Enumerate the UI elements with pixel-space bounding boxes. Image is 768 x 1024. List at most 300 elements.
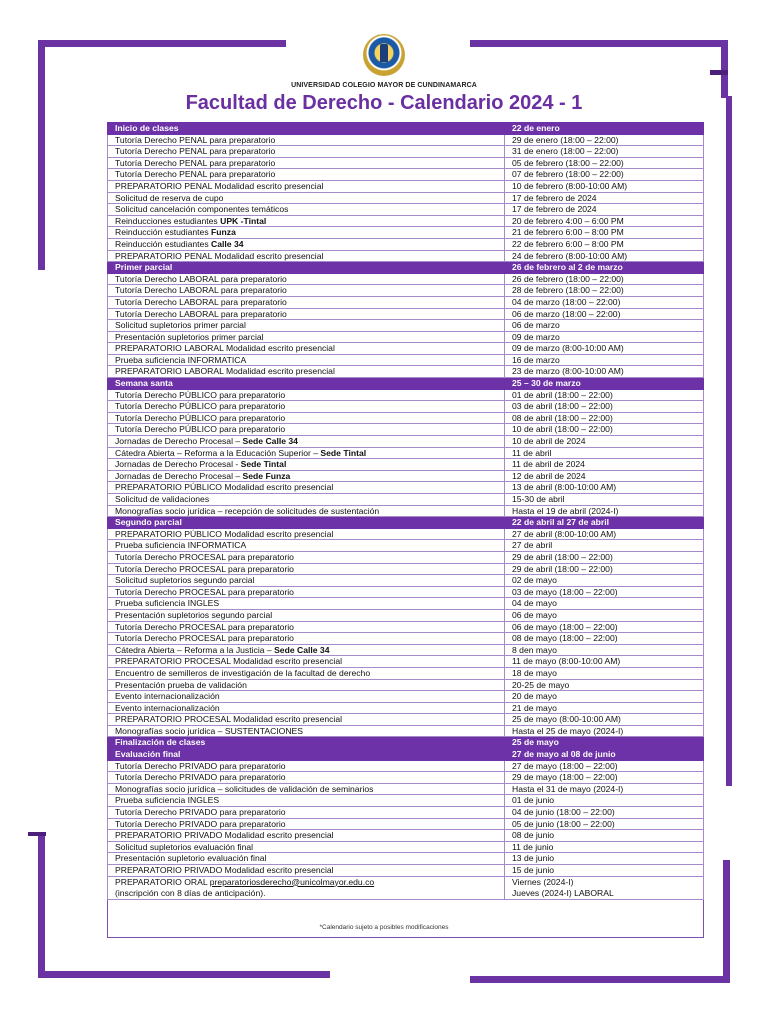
table-row — [108, 679, 704, 691]
date-text: 04 de marzo (18:00 – 22:00) — [512, 296, 621, 307]
activity-cell — [108, 795, 505, 807]
activity-cell — [108, 783, 505, 795]
activity-text: Tutoría Derecho PRIVADO para preparatorio — [115, 807, 286, 818]
date-cell — [505, 679, 704, 691]
activity-text: Segundo parcial — [115, 517, 182, 528]
activity-cell — [108, 470, 505, 482]
activity-text: Tutoría Derecho LABORAL para preparatorio — [115, 273, 287, 284]
activity-cell — [108, 633, 505, 645]
table-row — [108, 238, 704, 250]
activity-cell — [108, 656, 505, 668]
date-cell — [505, 482, 704, 494]
date-cell — [505, 204, 704, 216]
table-row — [108, 459, 704, 471]
activity-text: Tutoría Derecho PÚBLICO para preparatorio — [115, 401, 286, 412]
activity-cell — [108, 749, 505, 761]
table-row — [108, 633, 704, 645]
table-row — [108, 714, 704, 726]
date-cell — [505, 830, 704, 842]
activity-text: Evaluación final — [115, 749, 181, 760]
activity-text: Monografías socio jurídica – recepción de solicitudes de sustentación — [115, 505, 380, 516]
activity-venue: Sede Funza — [242, 470, 291, 481]
date-cell — [505, 540, 704, 552]
table-row — [108, 575, 704, 587]
date-text: 04 de mayo — [512, 598, 557, 609]
table-row — [108, 320, 704, 332]
date-cell — [505, 343, 704, 355]
table-row — [108, 528, 704, 540]
date-text: 22 de febrero 6:00 – 8:00 PM — [512, 238, 624, 249]
date-text: 29 de enero (18:00 – 22:00) — [512, 134, 619, 145]
activity-text: Monografías socio jurídica – SUSTENTACIONES — [115, 725, 304, 736]
table-row — [108, 470, 704, 482]
section-row — [108, 378, 704, 390]
activity-text: PREPARATORIO PROCESAL Modalidad escrito presencial — [115, 656, 343, 667]
date-cell — [505, 772, 704, 784]
activity-text: Tutoría Derecho LABORAL para preparatorio — [115, 308, 287, 319]
date-text: 03 de abril (18:00 – 22:00) — [512, 401, 613, 412]
date-text: 20-25 de mayo — [512, 679, 570, 690]
activity-cell — [108, 644, 505, 656]
activity-text: Prueba suficiencia INGLES — [115, 795, 220, 806]
activity-venue: Calle 34 — [211, 238, 244, 249]
date-text: 07 de febrero (18:00 – 22:00) — [512, 169, 624, 180]
activity-cell — [108, 296, 505, 308]
date-text: 27 de mayo (18:00 – 22:00) — [512, 760, 618, 771]
date-cell — [505, 737, 704, 749]
date-text: Hasta el 31 de mayo (2024-I) — [512, 783, 624, 794]
date-text: 27 de abril (8:00-10:00 AM) — [512, 528, 617, 539]
activity-cell — [108, 598, 505, 610]
activity-cell — [108, 123, 505, 135]
date-cell — [505, 725, 704, 737]
activity-venue: Sede Calle 34 — [242, 436, 298, 447]
activity-text: Jornadas de Derecho Procesal – — [115, 470, 243, 481]
date-text: 17 de febrero de 2024 — [512, 192, 597, 203]
date-text: 27 de mayo al 08 de junio — [512, 749, 616, 760]
activity-text: PREPARATORIO PENAL Modalidad escrito presencial — [115, 180, 324, 191]
activity-text: Tutoría Derecho PENAL para preparatorio — [115, 169, 276, 180]
date-text: 18 de mayo — [512, 667, 557, 678]
activity-cell — [108, 424, 505, 436]
date-cell — [505, 424, 704, 436]
seal-figure-icon — [380, 44, 388, 62]
activity-cell — [108, 737, 505, 749]
activity-cell — [108, 876, 505, 899]
table-row — [108, 702, 704, 714]
table-row — [108, 308, 704, 320]
activity-text: Tutoría Derecho PÚBLICO para preparatorio — [115, 389, 286, 400]
activity-text: Presentación supletorios segundo parcial — [115, 609, 273, 620]
table-row — [108, 296, 704, 308]
activity-text: Tutoría Derecho PROCESAL para preparatorio — [115, 563, 294, 574]
date-text: 21 de febrero 6:00 – 8:00 PM — [512, 227, 624, 238]
activity-cell — [108, 865, 505, 877]
activity-text: Tutoría Derecho PENAL para preparatorio — [115, 134, 276, 145]
activity-cell — [108, 528, 505, 540]
date-text: 09 de marzo (8:00-10:00 AM) — [512, 343, 624, 354]
table-row — [108, 598, 704, 610]
table-row — [108, 644, 704, 656]
activity-cell — [108, 714, 505, 726]
date-cell — [505, 401, 704, 413]
date-cell — [505, 238, 704, 250]
activity-text: Tutoría Derecho LABORAL para preparatorio — [115, 285, 287, 296]
date-text: 20 de febrero 4:00 – 6:00 PM — [512, 215, 624, 226]
table-row — [108, 169, 704, 181]
activity-text: Tutoría Derecho PROCESAL para preparatorio — [115, 551, 294, 562]
frame-left-bracket — [28, 832, 46, 836]
frame-bottom-left-horizontal — [38, 971, 330, 978]
activity-cell — [108, 517, 505, 529]
activity-cell — [108, 807, 505, 819]
activity-cell — [108, 192, 505, 204]
activity-text: Presentación prueba de validación — [115, 679, 247, 690]
table-row — [108, 551, 704, 563]
date-cell — [505, 180, 704, 192]
date-text: 23 de marzo (8:00-10:00 AM) — [512, 366, 624, 377]
date-text: 29 de mayo (18:00 – 22:00) — [512, 772, 618, 783]
activity-text: Tutoría Derecho PROCESAL para preparatorio — [115, 586, 294, 597]
frame-bottom-right-horizontal — [470, 976, 730, 983]
date-text: 17 de febrero de 2024 — [512, 204, 597, 215]
table-row — [108, 772, 704, 784]
activity-text: Jornadas de Derecho Procesal - — [115, 459, 241, 470]
table-row — [108, 841, 704, 853]
table-row — [108, 366, 704, 378]
activity-text: Inicio de clases — [115, 123, 179, 133]
activity-text: Jornadas de Derecho Procesal – — [115, 436, 243, 447]
table-row — [108, 691, 704, 703]
activity-text: Tutoría Derecho PRIVADO para preparatorio — [115, 760, 286, 771]
activity-cell — [108, 354, 505, 366]
activity-venue: Funza — [211, 227, 236, 238]
email-link[interactable]: preparatoriosderecho@unicolmayor.edu.co — [209, 876, 375, 887]
date-cell — [505, 262, 704, 274]
date-text: 10 de febrero (8:00-10:00 AM) — [512, 180, 628, 191]
activity-cell — [108, 841, 505, 853]
date-cell — [505, 459, 704, 471]
activity-text: Tutoría Derecho LABORAL para preparatorio — [115, 296, 287, 307]
date-text: 26 de febrero al 2 de marzo — [512, 262, 623, 273]
date-cell — [505, 250, 704, 262]
date-cell — [505, 517, 704, 529]
activity-text: PREPARATORIO PÚBLICO Modalidad escrito presencial — [115, 528, 334, 539]
activity-note: (inscripción con 8 días de anticipación). — [115, 887, 266, 898]
table-row — [108, 830, 704, 842]
activity-text: Reinducción estudiantes — [115, 238, 212, 249]
activity-cell — [108, 621, 505, 633]
activity-cell — [108, 308, 505, 320]
activity-cell — [108, 609, 505, 621]
activity-text: Primer parcial — [115, 262, 173, 273]
activity-text: PREPARATORIO ORAL — [115, 876, 210, 887]
table-row — [108, 563, 704, 575]
date-text: 31 de enero (18:00 – 22:00) — [512, 146, 619, 157]
activity-cell — [108, 551, 505, 563]
date-cell — [505, 807, 704, 819]
table-row — [108, 215, 704, 227]
date-text: 01 de abril (18:00 – 22:00) — [512, 389, 613, 400]
date-cell — [505, 865, 704, 877]
activity-cell — [108, 215, 505, 227]
table-row — [108, 157, 704, 169]
table-row — [108, 609, 704, 621]
calendar-table — [107, 122, 704, 900]
activity-text: Tutoría Derecho PÚBLICO para preparatorio — [115, 424, 286, 435]
date-text: 11 de mayo (8:00-10:00 AM) — [512, 656, 621, 667]
activity-text: PREPARATORIO PROCESAL Modalidad escrito presencial — [115, 714, 343, 725]
activity-cell — [108, 134, 505, 146]
activity-cell — [108, 412, 505, 424]
date-text: 02 de mayo — [512, 575, 557, 586]
activity-text: Tutoría Derecho PENAL para preparatorio — [115, 146, 276, 157]
date-text: 25 de mayo — [512, 737, 559, 748]
table-row — [108, 795, 704, 807]
date-cell — [505, 818, 704, 830]
date-cell — [505, 749, 704, 761]
date-text: 29 de abril (18:00 – 22:00) — [512, 563, 613, 574]
table-row — [108, 494, 704, 506]
table-row — [108, 725, 704, 737]
activity-text: PREPARATORIO PÚBLICO Modalidad escrito presencial — [115, 482, 334, 493]
activity-cell — [108, 667, 505, 679]
activity-cell — [108, 830, 505, 842]
table-row — [108, 204, 704, 216]
activity-cell — [108, 494, 505, 506]
section-row — [108, 749, 704, 761]
date-text: 05 de junio (18:00 – 22:00) — [512, 818, 615, 829]
table-row — [108, 447, 704, 459]
date-cell — [505, 273, 704, 285]
table-row — [108, 876, 704, 899]
activity-cell — [108, 262, 505, 274]
activity-text: Solicitud supletorios evaluación final — [115, 841, 254, 852]
date-cell — [505, 354, 704, 366]
date-text: 26 de febrero (18:00 – 22:00) — [512, 273, 624, 284]
table-row — [108, 227, 704, 239]
date-cell — [505, 609, 704, 621]
table-row — [108, 865, 704, 877]
date-text: 08 de junio — [512, 830, 555, 841]
date-text: 12 de abril de 2024 — [512, 470, 586, 481]
activity-cell — [108, 250, 505, 262]
table-row — [108, 482, 704, 494]
table-row — [108, 343, 704, 355]
activity-cell — [108, 238, 505, 250]
date-cell — [505, 134, 704, 146]
activity-cell — [108, 389, 505, 401]
table-row — [108, 656, 704, 668]
frame-left-lower-vertical — [38, 835, 45, 978]
activity-text: Finalización de clases — [115, 737, 206, 748]
date-text: 11 de abril de 2024 — [512, 459, 585, 470]
activity-text: PREPARATORIO LABORAL Modalidad escrito presencial — [115, 366, 335, 377]
activity-text: Tutoría Derecho PROCESAL para preparatorio — [115, 633, 294, 644]
activity-cell — [108, 146, 505, 158]
date-text: 03 de mayo (18:00 – 22:00) — [512, 586, 618, 597]
activity-cell — [108, 482, 505, 494]
date-cell — [505, 551, 704, 563]
activity-text: Presentación supletorio evaluación final — [115, 853, 267, 864]
date-cell — [505, 412, 704, 424]
date-text: Hasta el 19 de abril (2024-I) — [512, 505, 619, 516]
date-text: 06 de mayo (18:00 – 22:00) — [512, 621, 618, 632]
activity-text: PREPARATORIO PRIVADO Modalidad escrito presencial — [115, 830, 334, 841]
date-text: 08 de mayo (18:00 – 22:00) — [512, 633, 618, 644]
activity-cell — [108, 157, 505, 169]
date-text: 05 de febrero (18:00 – 22:00) — [512, 157, 624, 168]
university-name: UNIVERSIDAD COLEGIO MAYOR DE CUNDINAMARCA — [291, 82, 477, 89]
activity-text: Prueba suficiencia INFORMATICA — [115, 354, 247, 365]
table-row — [108, 146, 704, 158]
date-text: 28 de febrero (18:00 – 22:00) — [512, 285, 624, 296]
date-cell — [505, 157, 704, 169]
date-text: 25 – 30 de marzo — [512, 378, 581, 389]
date-text: 21 de mayo — [512, 702, 557, 713]
table-row — [108, 389, 704, 401]
activity-text: Solicitud supletorios primer parcial — [115, 320, 246, 331]
date-text: 25 de mayo (8:00-10:00 AM) — [512, 714, 621, 725]
table-row — [108, 436, 704, 448]
activity-text: Cátedra Abierta – Reforma a la Justicia – — [115, 644, 275, 655]
activity-text: Solicitud de reserva de cupo — [115, 192, 224, 203]
activity-cell — [108, 586, 505, 598]
activity-text: Prueba suficiencia INGLES — [115, 598, 220, 609]
date-text-secondary: Jueves (2024-I) LABORAL — [512, 887, 614, 898]
date-text: 20 de mayo — [512, 691, 557, 702]
activity-cell — [108, 818, 505, 830]
activity-cell — [108, 378, 505, 390]
activity-cell — [108, 760, 505, 772]
activity-text: Semana santa — [115, 378, 173, 389]
table-row — [108, 250, 704, 262]
table-row — [108, 331, 704, 343]
table-row — [108, 818, 704, 830]
activity-text: Solicitud cancelación componentes temáticos — [115, 204, 289, 215]
date-cell — [505, 296, 704, 308]
date-text: 27 de abril — [512, 540, 553, 551]
date-cell — [505, 470, 704, 482]
date-text: 16 de marzo — [512, 354, 560, 365]
frame-right-inner-vertical — [726, 96, 732, 786]
activity-text: Tutoría Derecho PRIVADO para preparatorio — [115, 818, 286, 829]
date-text: 06 de marzo (18:00 – 22:00) — [512, 308, 621, 319]
date-cell — [505, 667, 704, 679]
date-cell — [505, 215, 704, 227]
section-row — [108, 262, 704, 274]
activity-cell — [108, 575, 505, 587]
date-text: 15-30 de abril — [512, 494, 565, 504]
activity-text: PREPARATORIO PRIVADO Modalidad escrito presencial — [115, 865, 334, 875]
date-cell — [505, 528, 704, 540]
date-cell — [505, 760, 704, 772]
date-text: 10 de abril de 2024 — [512, 436, 586, 447]
activity-cell — [108, 505, 505, 517]
table-row — [108, 621, 704, 633]
date-cell — [505, 575, 704, 587]
activity-text: Tutoría Derecho PÚBLICO para preparatorio — [115, 412, 286, 423]
table-row — [108, 586, 704, 598]
activity-cell — [108, 285, 505, 297]
frame-top-left-vertical — [38, 40, 45, 270]
activity-text: PREPARATORIO PENAL Modalidad escrito presencial — [115, 250, 324, 261]
section-row — [108, 517, 704, 529]
date-cell — [505, 656, 704, 668]
table-row — [108, 180, 704, 192]
date-cell — [505, 563, 704, 575]
table-row — [108, 783, 704, 795]
date-text: Hasta el 25 de mayo (2024-I) — [512, 725, 624, 736]
activity-cell — [108, 331, 505, 343]
date-cell — [505, 598, 704, 610]
date-text: 22 de enero — [512, 123, 560, 133]
frame-top-right-horizontal — [470, 40, 728, 47]
activity-text: Presentación supletorios primer parcial — [115, 331, 264, 342]
date-cell — [505, 841, 704, 853]
activity-text: Cátedra Abierta – Reforma a la Educación Superior – — [115, 447, 321, 458]
date-cell — [505, 123, 704, 135]
date-cell — [505, 436, 704, 448]
table-row — [108, 540, 704, 552]
table-row — [108, 192, 704, 204]
activity-cell — [108, 180, 505, 192]
date-text: 11 de junio — [512, 841, 554, 852]
date-text: 24 de febrero (8:00-10:00 AM) — [512, 250, 628, 261]
activity-cell — [108, 540, 505, 552]
date-text: 09 de marzo — [512, 331, 560, 342]
activity-venue: UPK -Tintal — [220, 215, 267, 226]
activity-cell — [108, 366, 505, 378]
date-cell — [505, 389, 704, 401]
activity-text: Evento internacionalización — [115, 691, 220, 702]
frame-top-right-vertical — [721, 40, 728, 98]
date-text: 8 den mayo — [512, 644, 557, 655]
activity-text: Reinducciones estudiantes — [115, 215, 221, 226]
activity-cell — [108, 273, 505, 285]
activity-cell — [108, 459, 505, 471]
table-row — [108, 285, 704, 297]
date-text: 04 de junio (18:00 – 22:00) — [512, 807, 615, 818]
date-cell — [505, 586, 704, 598]
date-text: 15 de junio — [512, 865, 555, 875]
date-text: 10 de abril (18:00 – 22:00) — [512, 424, 613, 435]
activity-cell — [108, 772, 505, 784]
date-cell — [505, 331, 704, 343]
date-cell — [505, 853, 704, 865]
table-row — [108, 667, 704, 679]
activity-cell — [108, 679, 505, 691]
activity-cell — [108, 447, 505, 459]
date-cell — [505, 644, 704, 656]
date-cell — [505, 783, 704, 795]
date-cell — [505, 169, 704, 181]
date-text: 29 de abril (18:00 – 22:00) — [512, 551, 613, 562]
activity-text: PREPARATORIO LABORAL Modalidad escrito presencial — [115, 343, 335, 354]
activity-text: Encuentro de semilleros de investigación de la facultad de derecho — [115, 667, 371, 678]
date-text: 13 de abril (8:00-10:00 AM) — [512, 482, 617, 493]
section-row — [108, 737, 704, 749]
frame-right-bracket-top — [710, 70, 728, 75]
date-cell — [505, 714, 704, 726]
date-cell — [505, 876, 704, 899]
activity-cell — [108, 691, 505, 703]
activity-venue: Sede Tintal — [320, 447, 367, 458]
table-row — [108, 412, 704, 424]
activity-venue: Sede Calle 34 — [274, 644, 330, 655]
table-row — [108, 134, 704, 146]
table-row — [108, 760, 704, 772]
